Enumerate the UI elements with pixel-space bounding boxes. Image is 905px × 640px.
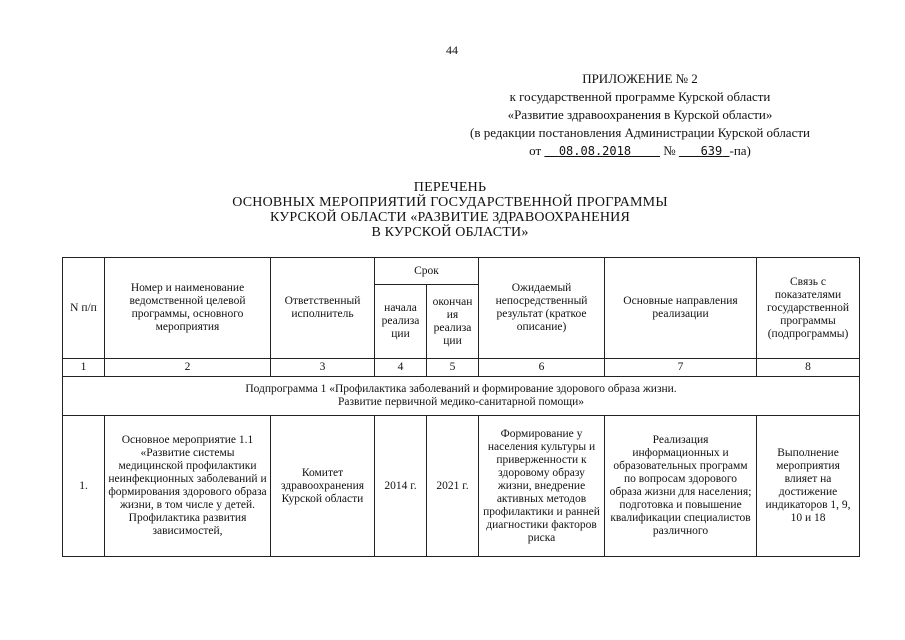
appendix-line-3: «Развитие здравоохранения в Курской области» <box>507 107 773 122</box>
header-executor: Ответственный исполнитель <box>271 258 375 359</box>
header-end: окончан ия реализа ции <box>427 285 479 359</box>
appendix-date-line <box>420 142 860 160</box>
row-link: Выполнение мероприятия влияет на достижение индикаторов 1, 9, 10 и 18 <box>757 416 860 557</box>
title-line-2: ОСНОВНЫХ МЕРОПРИЯТИЙ ГОСУДАРСТВЕННОЙ ПРОГРАММЫ <box>232 195 668 210</box>
header-num: N п/п <box>63 258 105 359</box>
row-num: 1. <box>63 416 105 557</box>
column-number: 4 <box>375 359 427 377</box>
header-directions: Основные направления реализации <box>605 258 757 359</box>
row-start: 2014 г. <box>375 416 427 557</box>
subprogram-line-2: Развитие первичной медико-санитарной помощи» <box>338 396 584 408</box>
header-term: Срок <box>375 258 479 285</box>
appendix-line-4: (в редакции постановления Администрации Курской области <box>469 125 810 140</box>
column-number: 1 <box>63 359 105 377</box>
appendix-block <box>420 70 860 160</box>
table-row <box>63 416 860 557</box>
title-line-1: ПЕРЕЧЕНЬ <box>413 180 487 195</box>
row-executor: Комитет здравоохранения Курской области <box>271 416 375 557</box>
document-date: 08.08.2018 <box>558 144 632 158</box>
number-suffix: -па) <box>729 143 751 158</box>
title-line-3: КУРСКОЙ ОБЛАСТИ «РАЗВИТИЕ ЗДРАВООХРАНЕНИЯ <box>269 210 631 225</box>
header-result: Ожидаемый непосредственный результат (краткое описание) <box>479 258 605 359</box>
column-number-row <box>63 359 860 377</box>
row-directions: Реализация информационных и образовательных программ по вопросам здорового образа жизни для населения; подготовка и повышение квалификации специалистов различного <box>605 416 757 557</box>
number-label: № <box>663 143 676 158</box>
subprogram-row <box>63 377 860 416</box>
row-activity-name: Основное мероприятие 1.1 «Развитие системы медицинской профилактики неинфекционных заболеваний и формирования здорового образа жизни, в том числе у детей. Профилактика развития зависимостей, <box>105 416 271 557</box>
header-row <box>63 258 860 285</box>
appendix-line-2: к государственной программе Курской области <box>509 89 771 104</box>
from-label: от <box>529 143 542 158</box>
column-number: 8 <box>757 359 860 377</box>
row-end: 2021 г. <box>427 416 479 557</box>
column-number: 7 <box>605 359 757 377</box>
subprogram-line-1: Подпрограмма 1 «Профилактика заболеваний и формирование здорового образа жизни. <box>245 383 677 395</box>
column-number: 2 <box>105 359 271 377</box>
subprogram-title <box>63 377 860 416</box>
document-number: 639 <box>700 144 723 158</box>
column-number: 6 <box>479 359 605 377</box>
activities-table <box>62 257 860 557</box>
header-start: начала реализа ции <box>375 285 427 359</box>
document-title <box>150 180 750 240</box>
appendix-title: ПРИЛОЖЕНИЕ № 2 <box>582 71 698 86</box>
title-line-4: В КУРСКОЙ ОБЛАСТИ» <box>371 225 529 240</box>
header-name: Номер и наименование ведомственной целевой программы, основного мероприятия <box>105 258 271 359</box>
row-result: Формирование у населения культуры и приверженности к здоровому образу жизни, внедрение активных методов профилактики и ранней диагностики факторов риска <box>479 416 605 557</box>
column-number: 5 <box>427 359 479 377</box>
header-link: Связь с показателями государственной программы (подпрограммы) <box>757 258 860 359</box>
column-number: 3 <box>271 359 375 377</box>
page-number: 44 <box>446 43 458 57</box>
